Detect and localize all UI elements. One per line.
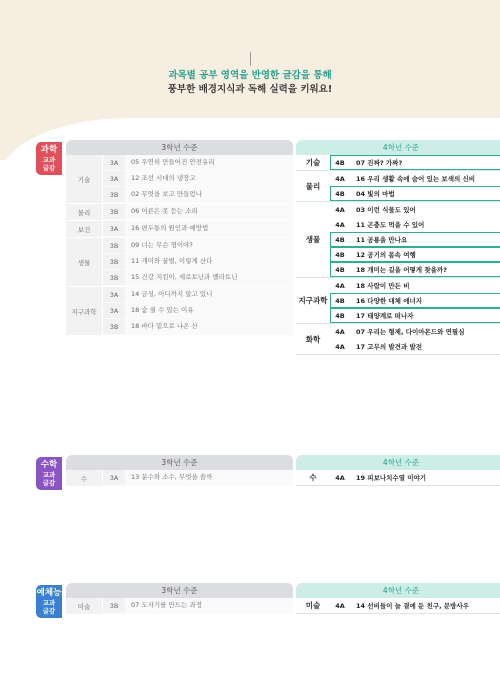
right-level-header: 4학년 수준: [296, 140, 500, 155]
level-badge: 4A: [335, 174, 345, 183]
category-rows: [330, 202, 500, 277]
level-badge: 4A: [335, 601, 345, 610]
science-tag: [36, 142, 62, 175]
math-grade4-table: [296, 455, 500, 486]
category-label: 수: [66, 470, 103, 486]
level-badge: 3B: [109, 241, 119, 250]
category-group: [296, 155, 500, 171]
level-badge: 4A: [335, 281, 345, 290]
article-title: 07 도자기를 만드는 과정: [125, 598, 293, 613]
list-item: [103, 221, 293, 237]
category-rows: [330, 598, 500, 613]
category-group: [296, 470, 500, 486]
category-label: 화학: [305, 334, 321, 344]
article-title: 16 다양한 대체 에너지: [356, 297, 423, 305]
category-rows: [330, 155, 500, 170]
category-label: 지구과학: [298, 296, 328, 305]
list-item: [330, 293, 500, 308]
list-item: [103, 470, 293, 486]
list-item: [330, 186, 500, 201]
article-title: 16 편두통의 원인과 예방법: [125, 221, 293, 236]
arts-tag-sub: 교과 글감: [42, 599, 56, 615]
level-badge: 4A: [335, 327, 345, 336]
list-item: [103, 598, 293, 614]
list-item: [330, 217, 500, 232]
article-title: 18 숨 쉴 수 있는 이유: [125, 303, 293, 318]
category-rows: [103, 221, 293, 237]
category-rows: [103, 155, 293, 203]
left-level-header: 3학년 수준: [66, 455, 293, 470]
category-group: [66, 204, 293, 221]
list-item: [103, 270, 293, 286]
science-grade4-table: [296, 140, 500, 355]
article-title: 02 무엇을 보고 만들었나: [125, 187, 293, 202]
left-level-header: 3학년 수준: [66, 583, 293, 598]
intro: [0, 52, 500, 97]
list-item: [330, 232, 500, 247]
category-group: [66, 287, 293, 336]
math-tag: [36, 457, 62, 490]
list-item: [330, 262, 500, 277]
article-title: 03 이런 식물도 있어: [356, 206, 416, 214]
level-badge: 4A: [335, 342, 345, 351]
intro-line-2: 풍부한 배경지식과 독해 실력을 키워요!: [167, 84, 333, 95]
intro-line-1: 과목별 공부 영역을 반영한 글감을 통해: [168, 70, 332, 81]
category-label: 수: [309, 473, 317, 482]
category-group: [66, 238, 293, 287]
category-label: 기술: [305, 158, 321, 167]
category-group: [296, 278, 500, 324]
category-label: 생물: [305, 235, 321, 244]
article-title: 18 개미는 길을 어떻게 찾을까?: [356, 266, 447, 274]
category-rows: [103, 470, 293, 486]
article-title: 12 공기의 몸속 여행: [356, 251, 416, 259]
article-title: 07 우리는 형제, 다이아몬드와 연필심: [356, 328, 465, 336]
article-title: 11 공룡을 만나요: [356, 236, 408, 244]
math-tag-label: 수학: [40, 460, 58, 470]
article-title: 15 건강 지킴이, 세로토닌과 멜라토닌: [125, 270, 293, 285]
article-title: 18 바다 밑으로 나온 산: [125, 319, 293, 334]
category-group: [296, 598, 500, 614]
category-group: [66, 155, 293, 204]
right-level-header: 4학년 수준: [296, 583, 500, 598]
article-title: 12 조선 시대의 냉장고: [125, 171, 293, 186]
level-badge: 4B: [335, 158, 345, 167]
article-title: 05 우연히 만들어진 안전유리: [125, 155, 293, 170]
article-title: 07 진짜? 가짜?: [356, 159, 403, 167]
category-label: 미술: [305, 601, 321, 610]
list-item: [330, 339, 500, 354]
list-item: [330, 247, 500, 262]
list-item: [103, 171, 293, 187]
level-badge: 3A: [109, 306, 119, 315]
math-tag-sub: 교과 글감: [42, 471, 56, 487]
list-item: [330, 155, 500, 170]
level-badge: 3B: [109, 207, 119, 216]
list-item: [330, 470, 500, 485]
category-group: [296, 202, 500, 278]
level-badge: 3B: [109, 190, 119, 199]
article-title: 17 태양계로 떠나자: [356, 312, 414, 320]
article-title: 09 너는 무슨 형이야?: [125, 238, 293, 253]
article-title: 13 분수와 소수, 무엇을 쓸까: [125, 470, 293, 485]
category-rows: [103, 238, 293, 286]
article-title: 11 곤충도 먹을 수 있어: [356, 221, 425, 229]
list-item: [330, 278, 500, 293]
list-item: [103, 204, 293, 220]
list-item: [103, 238, 293, 254]
article-title: 16 우리 생활 속에 숨어 있는 보색의 신비: [356, 175, 476, 183]
category-label: 보건: [66, 221, 103, 237]
level-badge: 3B: [109, 322, 119, 331]
list-item: [330, 202, 500, 217]
list-item: [330, 598, 500, 613]
level-badge: 4B: [335, 296, 345, 305]
right-level-header: 4학년 수준: [296, 455, 500, 470]
article-title: 04 빛의 마법: [356, 190, 395, 198]
article-title: 17 고무의 발견과 발전: [356, 343, 423, 351]
list-item: [330, 324, 500, 339]
list-item: [103, 187, 293, 203]
category-label: 생물: [66, 238, 103, 286]
list-item: [103, 254, 293, 270]
category-group: [66, 221, 293, 238]
category-label: 미술: [66, 598, 103, 614]
list-item: [330, 308, 500, 323]
level-badge: 4A: [335, 205, 345, 214]
article-title: 11 개미와 꿀벌, 이렇게 산다: [125, 254, 293, 269]
category-rows: [103, 204, 293, 220]
article-title: 14 금성, 어디까지 알고 있니: [125, 287, 293, 302]
left-level-header: 3학년 수준: [66, 140, 293, 155]
category-label: 지구과학: [66, 287, 103, 335]
category-group: [66, 470, 293, 487]
science-tag-label: 과학: [40, 145, 58, 155]
level-badge: 3A: [109, 174, 119, 183]
arts-grade4-table: [296, 583, 500, 614]
list-item: [103, 155, 293, 171]
list-item: [103, 319, 293, 335]
level-badge: 4B: [335, 235, 345, 244]
category-rows: [330, 324, 500, 354]
list-item: [330, 171, 500, 186]
arts-tag-label: 예체능: [36, 588, 62, 598]
intro-divider: [250, 52, 251, 66]
level-badge: 4A: [335, 220, 345, 229]
category-rows: [103, 598, 293, 614]
arts-tag: [36, 585, 62, 618]
science-tag-sub: 교과 글감: [42, 156, 56, 172]
list-item: [103, 287, 293, 303]
category-rows: [330, 171, 500, 201]
article-title: 18 사람이 만든 비: [356, 282, 410, 290]
category-rows: [330, 278, 500, 323]
article-title: 19 피보나치수열 이야기: [356, 474, 427, 482]
level-badge: 3B: [109, 257, 119, 266]
category-rows: [330, 470, 500, 485]
article-title: 06 어른은 못 듣는 소리: [125, 204, 293, 219]
category-label: 물리: [305, 181, 321, 191]
level-badge: 3B: [109, 601, 119, 610]
category-label: 기술: [66, 155, 103, 203]
category-group: [296, 324, 500, 355]
list-item: [103, 303, 293, 319]
article-title: 14 선비들이 늘 곁에 둔 친구, 문방사우: [356, 602, 469, 610]
level-badge: 3A: [109, 224, 119, 233]
level-badge: 3A: [109, 473, 119, 482]
level-badge: 3A: [109, 158, 119, 167]
category-rows: [103, 287, 293, 335]
level-badge: 4B: [335, 265, 345, 274]
science-grade3-table: [66, 140, 293, 336]
category-group: [66, 598, 293, 615]
level-badge: 4A: [335, 473, 345, 482]
category-group: [296, 171, 500, 202]
level-badge: 4B: [335, 189, 345, 198]
category-label: 물리: [66, 204, 103, 220]
math-grade3-table: [66, 455, 293, 487]
level-badge: 4B: [335, 250, 345, 259]
level-badge: 3B: [109, 273, 119, 282]
arts-grade3-table: [66, 583, 293, 615]
level-badge: 4B: [335, 311, 345, 320]
level-badge: 3A: [109, 290, 119, 299]
